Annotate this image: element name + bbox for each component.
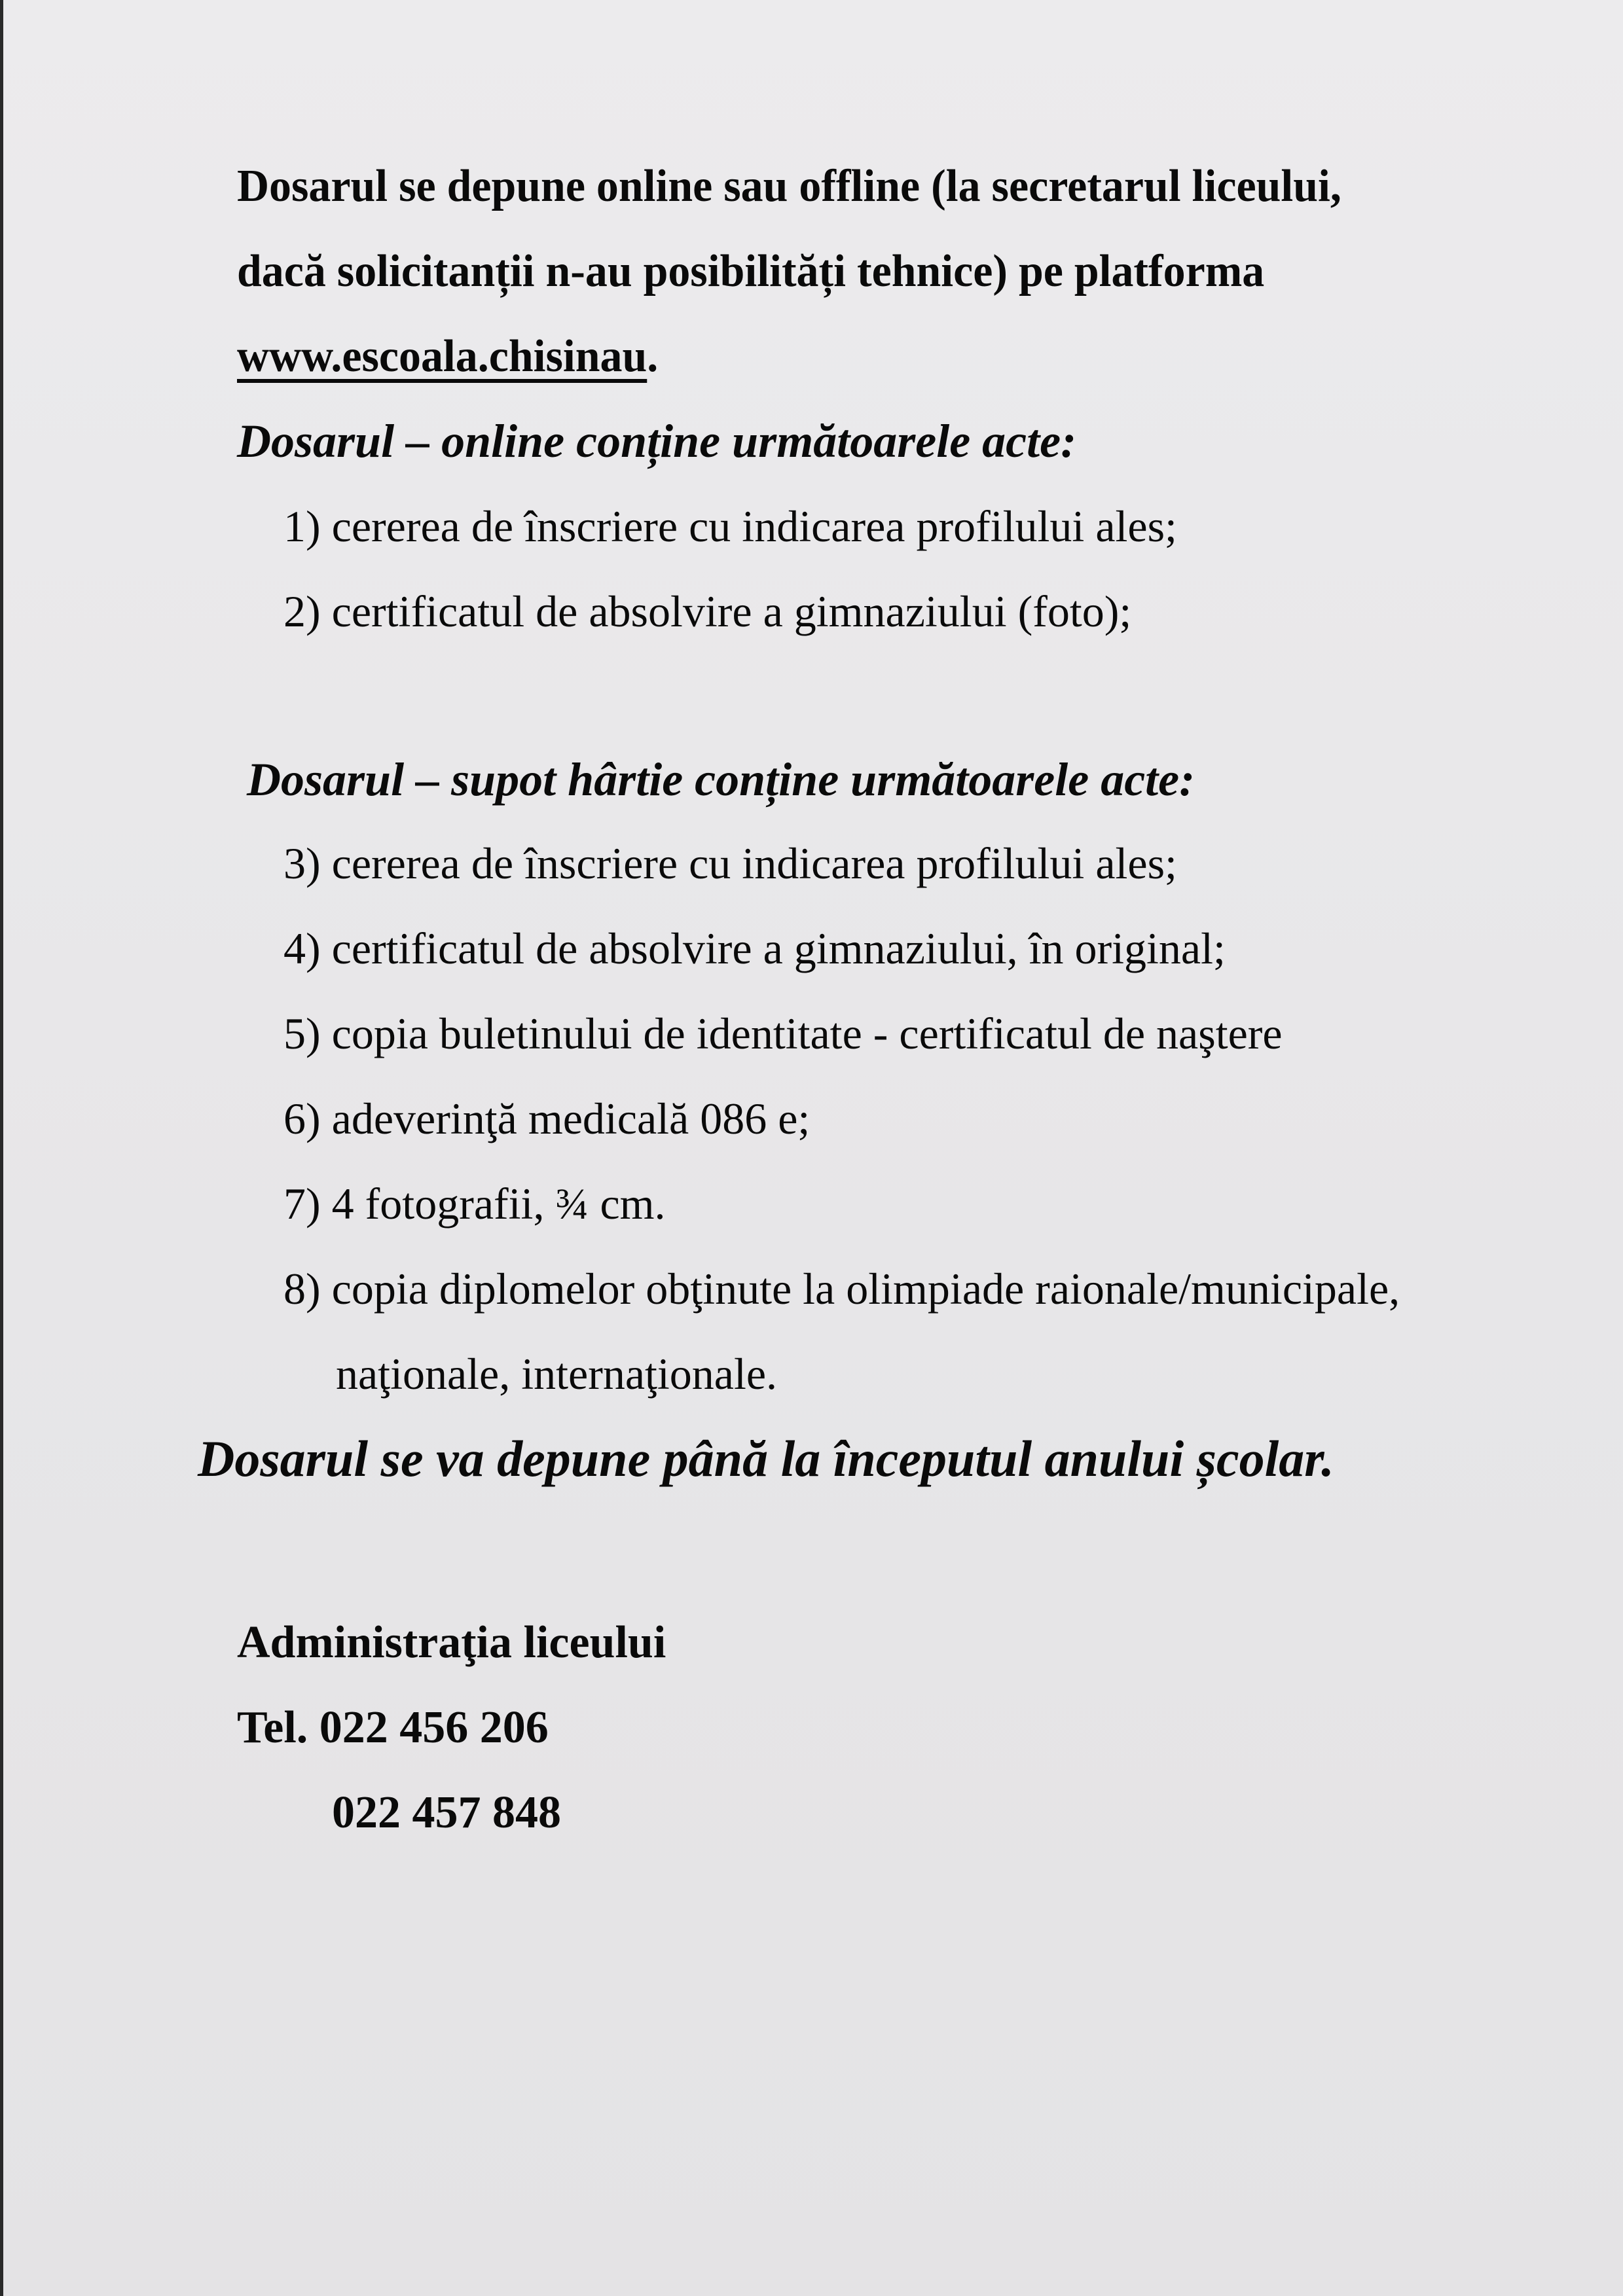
list-item-text: cererea de înscriere cu indicarea profilului ales;	[331, 838, 1177, 888]
list-item	[283, 926, 1226, 971]
list-item-number: 3)	[283, 838, 321, 888]
signature-name: Administraţia liceului	[237, 1617, 666, 1668]
phone-number-2: 022 457 848	[332, 1787, 561, 1838]
list-item	[283, 1096, 810, 1141]
list-item-text: cererea de înscriere cu indicarea profilului ales;	[331, 501, 1177, 551]
list-item-continuation: naţionale, internaţionale.	[336, 1349, 778, 1399]
list-item	[283, 501, 1177, 551]
list-item-text: certificatul de absolvire a gimnaziului, în original;	[331, 924, 1226, 973]
list-item-text: certificatul de absolvire a gimnaziului (foto);	[331, 586, 1132, 636]
list-item	[283, 838, 1177, 888]
list-item-number: 6)	[283, 1094, 321, 1143]
list-item-number: 1)	[283, 501, 321, 551]
list-item	[283, 586, 1132, 636]
list-item-number: 4)	[283, 924, 321, 973]
phone-number-1: 022 456 206	[319, 1702, 549, 1753]
section-paper-heading: Dosarul – supot hârtie conține următoarele acte:	[247, 753, 1195, 806]
list-item	[283, 1179, 666, 1229]
list-item-text: 4 fotografii, ¾ cm.	[331, 1179, 666, 1229]
deadline-notice: Dosarul se va depune până la începutul anului școlar.	[198, 1430, 1334, 1487]
tel-label: Tel.	[237, 1702, 308, 1753]
list-item	[283, 1264, 1400, 1314]
list-item-number: 2)	[283, 586, 321, 636]
list-item-text: copia buletinului de identitate - certificatul de naştere	[331, 1009, 1283, 1058]
list-item	[283, 1011, 1283, 1056]
list-item-number: 8)	[283, 1264, 321, 1314]
intro-line-1: Dosarul se depune online sau offline (la secretarul liceului,	[237, 161, 1341, 211]
platform-link-suffix: .	[647, 331, 659, 382]
platform-link[interactable]: www.escoala.chisinau	[237, 331, 647, 382]
platform-line	[237, 331, 659, 382]
phone-line-1	[237, 1702, 549, 1753]
list-item-text: adeverinţă medicală 086 e;	[331, 1094, 811, 1143]
section-online-heading: Dosarul – online conține următoarele acte:	[237, 415, 1077, 467]
intro-line-2: dacă solicitanții n-au posibilități tehnice) pe platforma	[237, 246, 1265, 296]
list-item-text: copia diplomelor obţinute la olimpiade raionale/municipale,	[331, 1264, 1400, 1314]
list-item-number: 5)	[283, 1009, 321, 1058]
list-item-number: 7)	[283, 1179, 321, 1229]
